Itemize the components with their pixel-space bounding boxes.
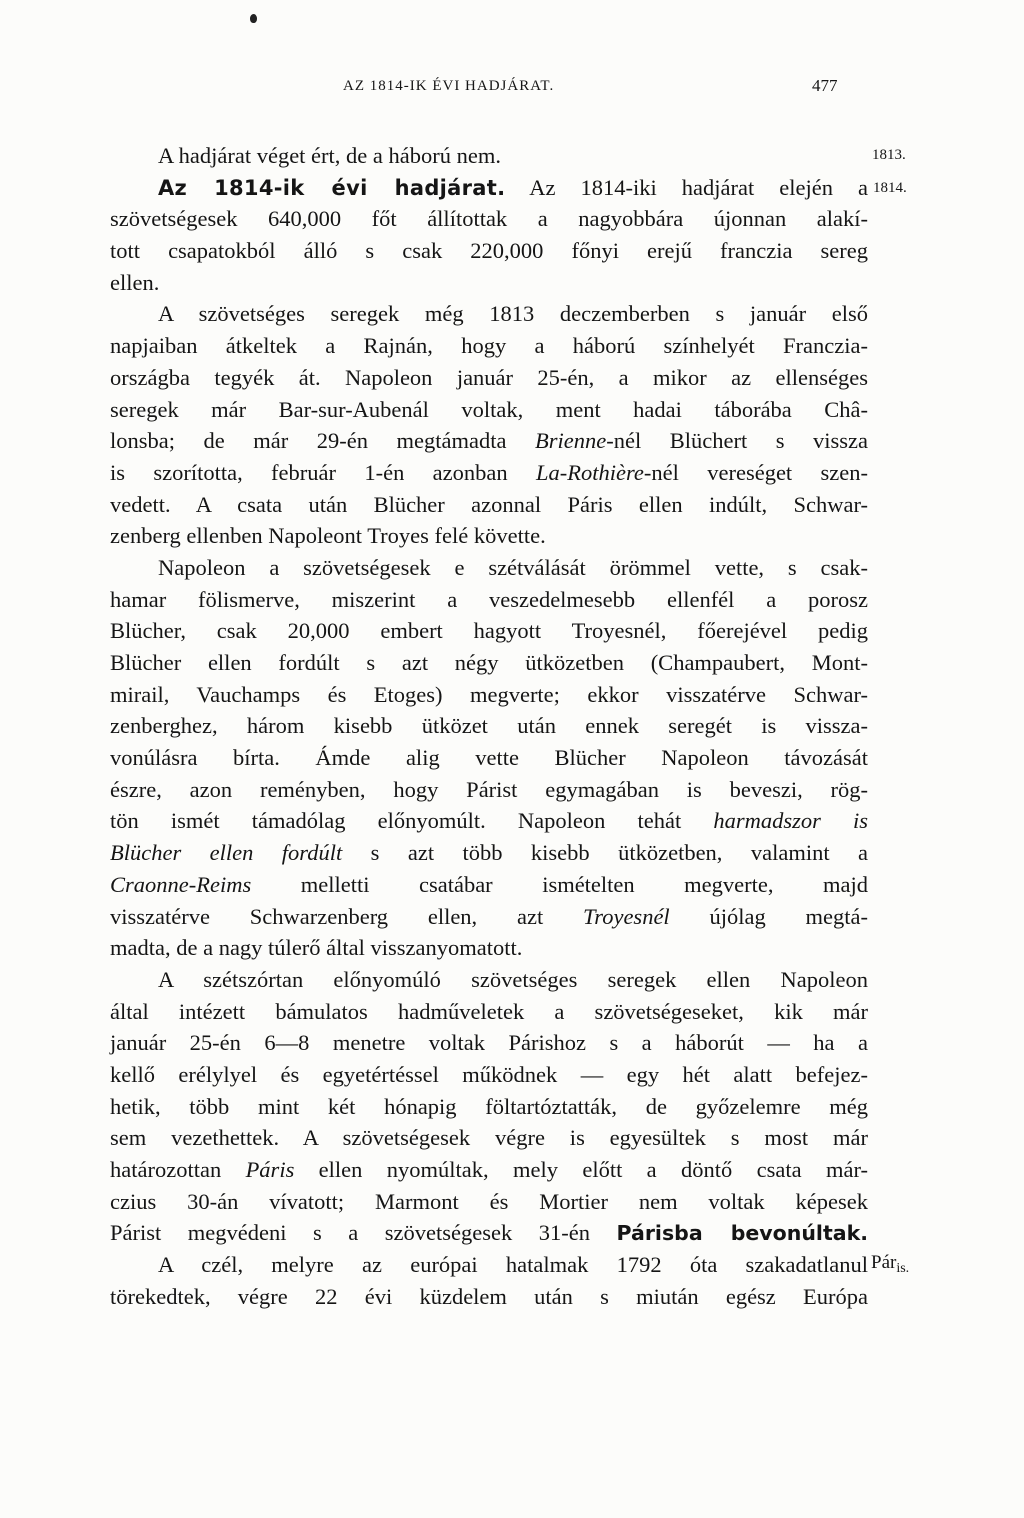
text-line: A szétszórtan előnyomúló szövetséges seregek ellen Napoleon: [158, 966, 868, 992]
text-line: [110, 1217, 868, 1249]
text-span: s azt több kisebb ütközetben, valamint a: [342, 840, 869, 866]
text-line: vedett. A csata után Blücher azonnal Páris ellen indúlt, Schwar-: [110, 491, 868, 517]
text-line: czius 30-án vívatott; Marmont és Mortier nem voltak képesek: [110, 1188, 868, 1214]
text-span: Az 1814-iki hadjárat elején a: [505, 174, 868, 200]
text-line: A czél, melyre az európai hatalmak 1792 óta szakadatlanul: [158, 1252, 868, 1278]
margin-note-1813: 1813.: [872, 147, 906, 163]
text-line: Blücher ellen fordúlt s azt négy ütközetben (Champaubert, Mont-: [110, 650, 868, 675]
text-line: hamar fölismerve, miszerint a veszedelmesebb ellenfél a porosz: [110, 586, 868, 612]
text-line: seregek már Bar-sur-Aubenál voltak, ment hadai táborába Châ-: [110, 396, 868, 422]
text-span: határozottan: [110, 1157, 246, 1182]
text-line: madta, de a nagy túlerő által visszanyomatott.: [110, 935, 523, 961]
page-header: [0, 78, 1024, 104]
running-title: AZ 1814-IK ÉVI HADJÁRAT.: [343, 78, 555, 94]
italic-place: Brienne: [535, 428, 607, 454]
text-line: törekedtek, végre 22 évi küzdelem után s miután egész Európa: [110, 1283, 868, 1309]
text-span: visszatérve Schwarzenberg ellen, azt: [110, 903, 584, 929]
text-line: tott csapatokból álló s csak 220,000 főnyi erejű franczia sereg: [110, 238, 868, 264]
text-line: zenberghez, három kisebb ütközet után ennek seregét is vissza-: [110, 713, 868, 739]
text-line: kellő erélylyel és egyetértéssel működnek — egy hét alatt befejez-: [110, 1061, 868, 1087]
text-span: is szorította, február 1-én azonban: [110, 459, 536, 485]
text-line: mirail, Vauchamps és Etoges) megverte; ekkor visszatérve Schwar-: [110, 681, 868, 707]
margin-note-paris-tail: is.: [896, 1261, 910, 1276]
italic-place: Craonne-Reims: [110, 871, 252, 897]
ink-mark: [250, 14, 257, 23]
text-span: -nél vereséget szen-: [643, 459, 869, 485]
text-line: sem vezethettek. A szövetségesek végre is egyesültek s most már: [110, 1125, 868, 1151]
text-line: hetik, több mint két hónapig föltartóztatták, de győzelemre még: [110, 1093, 868, 1119]
text-span: melletti csatábar ismételten megverte, majd: [251, 871, 868, 897]
text-line: észre, azon reményben, hogy Párist egymagában is beveszi, rög-: [110, 776, 868, 802]
text-line: [110, 1154, 868, 1186]
text-line: [110, 457, 868, 489]
italic-place: Troyesnél: [583, 903, 670, 929]
section-heading: Az 1814-ik évi hadjárat.: [158, 175, 506, 200]
bold-phrase: Párisba bevonúltak.: [616, 1221, 868, 1246]
text-line: vonúlásra bírta. Ámde alig vette Blücher Napoleon távozását: [110, 745, 868, 771]
page-number: 477: [812, 76, 838, 95]
text-line: ellen.: [110, 269, 160, 295]
italic-place: Páris: [245, 1157, 295, 1182]
text-line: január 25-én 6—8 menetre voltak Párishoz s a háborút — ha a: [110, 1030, 868, 1056]
italic-place: La-Rothière: [536, 459, 644, 485]
text-line: Napoleon a szövetségesek e szétválását örömmel vette, s csak-: [158, 554, 868, 580]
text-line: Blücher, csak 20,000 embert hagyott Troyesnél, főerejével pedig: [110, 618, 868, 644]
text-line: [110, 837, 868, 869]
text-span: ellen nyomúltak, mely előtt a döntő csata már-: [294, 1157, 868, 1182]
text-line: [110, 901, 868, 933]
text-line: A hadjárat véget ért, de a háború nem.: [158, 143, 501, 168]
italic-phrase: Blücher ellen fordúlt: [110, 840, 343, 866]
text-span: újólag megtá-: [669, 903, 868, 929]
text-line: [110, 425, 868, 457]
text-line: [110, 869, 868, 901]
text-span: lonsba; de már 29-én megtámadta: [110, 428, 535, 454]
body-text: [110, 140, 868, 1312]
margin-note-1814: 1814.: [873, 180, 907, 196]
margin-note-paris-main: Pár: [871, 1252, 897, 1273]
text-line: zenberg ellenben Napoleont Troyes felé követte.: [110, 523, 546, 549]
text-line: [110, 805, 868, 837]
margin-note-paris: [871, 1252, 909, 1274]
text-line: országba tegyék át. Napoleon január 25-én, a mikor az ellenséges: [110, 364, 868, 390]
text-span: Párist megvédeni s a szövetségesek 31-én: [110, 1220, 617, 1246]
text-span: -nél Blüchert s vissza: [606, 428, 868, 454]
text-span: tön ismét támadólag előnyomúlt. Napoleon tehát: [110, 808, 714, 834]
italic-phrase: harmadszor is: [713, 808, 869, 834]
text-line: napjaiban átkeltek a Rajnán, hogy a háború színhelyét Franczia-: [110, 333, 868, 359]
text-line: [110, 172, 868, 204]
text-line: szövetségesek 640,000 főt állítottak a nagyobbára újonnan alakí-: [110, 206, 868, 232]
text-line: által intézett bámulatos hadműveletek a szövetségeseket, kik már: [110, 998, 868, 1024]
text-line: A szövetséges seregek még 1813 deczemberben s január első: [158, 301, 868, 327]
